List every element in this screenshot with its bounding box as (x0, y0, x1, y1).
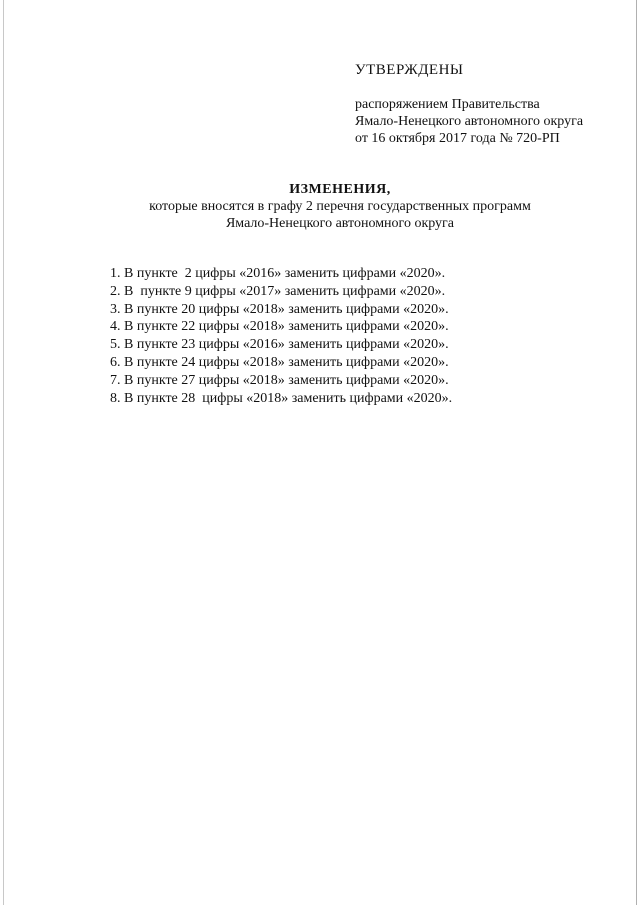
approval-block (355, 62, 625, 147)
list-item: 7. В пункте 27 цифры «2018» заменить цифрами «2020». (110, 372, 449, 388)
heading-title: ИЗМЕНЕНИЯ, (289, 182, 391, 197)
heading-subtitle-line-1: которые вносятся в графу 2 перечня государственных программ (149, 199, 531, 214)
document-heading (0, 181, 640, 232)
list-item: 4. В пункте 22 цифры «2018» заменить цифрами «2020». (110, 319, 449, 335)
scan-edge-left (3, 0, 4, 905)
list-item: 6. В пункте 24 цифры «2018» заменить цифрами «2020». (110, 354, 449, 370)
list-item: 3. В пункте 20 цифры «2018» заменить цифрами «2020». (110, 301, 449, 317)
approval-line-authority: распоряжением Правительства (355, 97, 540, 112)
heading-subtitle-line-2: Ямало-Ненецкого автономного округа (225, 216, 455, 231)
list-item: 1. В пункте 2 цифры «2016» заменить цифрами «2020». (110, 266, 446, 281)
approval-title: УТВЕРЖДЕНЫ (355, 62, 464, 78)
changes-list (110, 265, 530, 407)
list-item: 8. В пункте 28 цифры «2018» заменить цифрами «2020». (110, 390, 453, 406)
approval-line-region: Ямало-Ненецкого автономного округа (355, 114, 584, 129)
list-item: 2. В пункте 9 цифры «2017» заменить цифрами «2020». (110, 283, 446, 299)
scan-edge-right (636, 0, 637, 905)
list-item: 5. В пункте 23 цифры «2016» заменить цифрами «2020». (110, 337, 449, 353)
approval-line-date-number: от 16 октября 2017 года № 720-РП (355, 131, 560, 146)
